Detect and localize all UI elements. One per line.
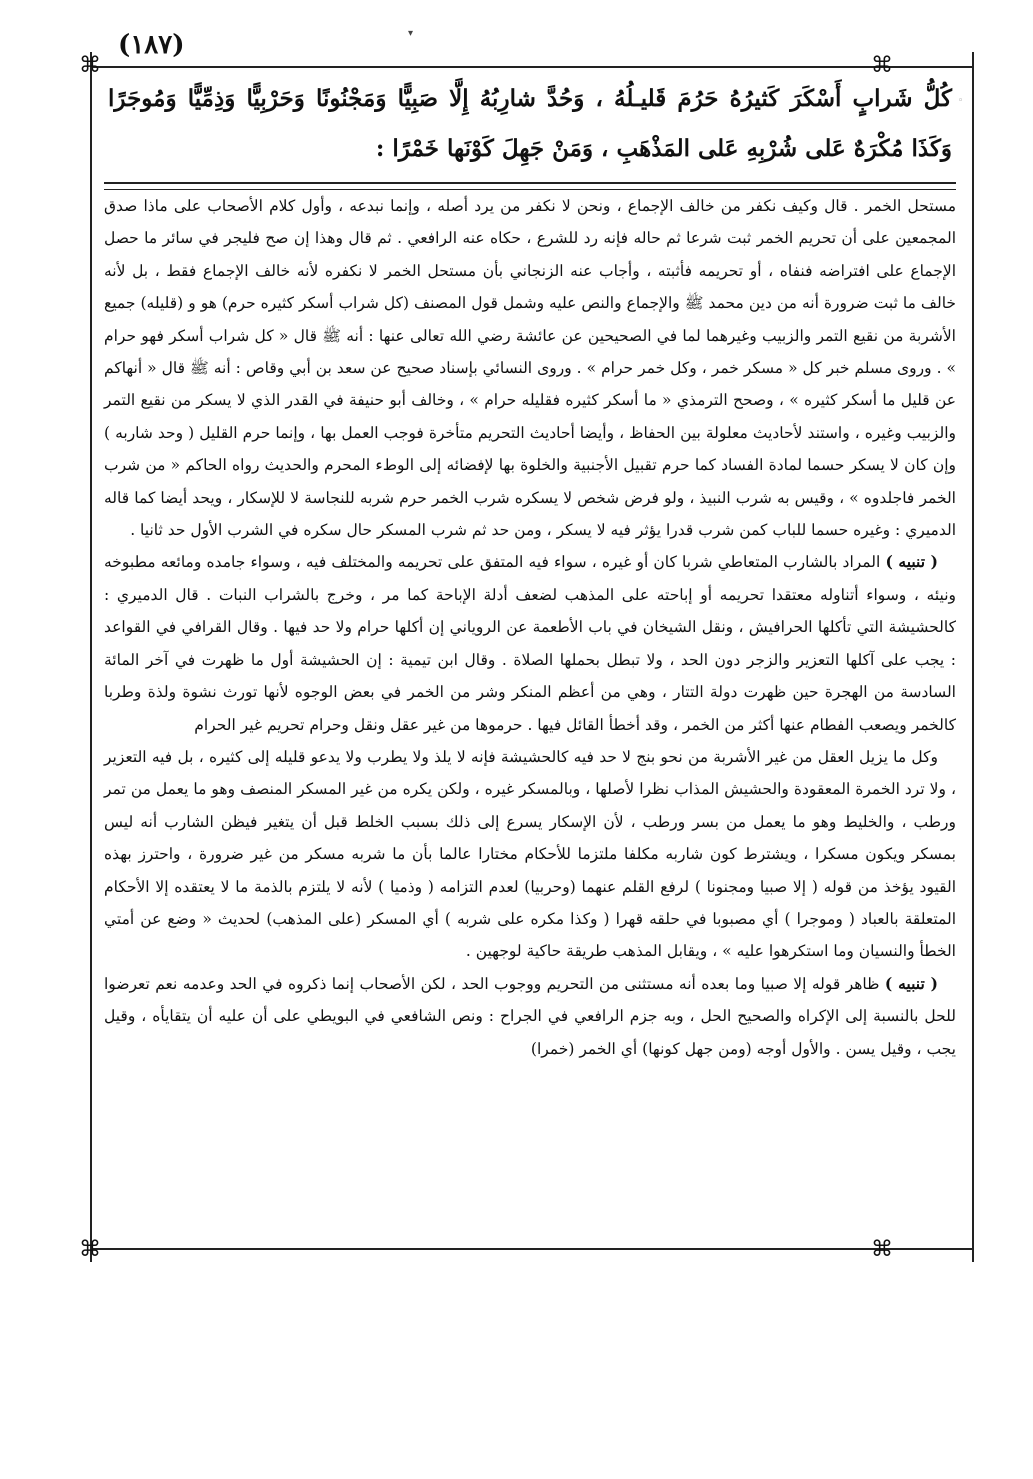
margin-mark: ◦: [958, 96, 964, 106]
tanbih-label: ( تنبيه ): [884, 973, 938, 993]
commentary-text: ظاهر قوله إلا صبيا وما بعده أنه مستثنى من التحريم ووجوب الحد ، لكن الأصحاب إنما ذكروه في الحد وعدمه نعم تعرضوا للحل بالنسبة إلى الإكراه والصحيح الحل ، وبه جزم الرافعي في الجراح : ونص الشافعي في البويطي على أن عليه أن يتقايأه ، وقيل يجب ، وقيل يسن . والأول أوجه (ومن جهل كونها) أي الخمر (خمرا): [104, 974, 956, 1058]
commentary-paragraph: [104, 546, 956, 740]
ornament-icon: ⌘: [79, 1237, 101, 1262]
commentary-paragraph: مستحل الخمر . قال وكيف نكفر من خالف الإجماع ، ونحن لا نكفر من يرد أصله ، وإنما نبدعه ، وأول كلام الأصحاب على ماذا صدق المجمعين على أن تحريم الخمر ثبت شرعا ثم حاله فإنه رد للشرع ، حكاه عنه الرافعي . ثم قال وهذا إن صح فليجر في سائر ما حصل الإجماع على افتراضه فنفاه ، أو تحريمه فأثبته ، وأجاب عنه الزنجاني بأن مستحل الخمر لا نكفره لأنه خالف الإجماع فقط ، بل لأنه خالف ما ثبت ضرورة أنه من دين محمد ﷺ والإجماع والنص عليه وشمل قول المصنف (كل شراب أسكر كثيره حرم) هو و (قليله) جميع الأشربة من نقيع التمر والزبيب وغيرهما لما في الصحيحين عن عائشة رضي الله تعالى عنها : أنه ﷺ قال « كل شراب أسكر فهو حرام » . وروى مسلم خبر كل « مسكر خمر ، وكل خمر حرام » . وروى النسائي بإسناد صحيح عن سعد بن أبي وقاص : أنه ﷺ قال « أنهاكم عن قليل ما أسكر كثيره » ، وصحح الترمذي « ما أسكر كثيره فقليله حرام » ، وخالف أبو حنيفة في القدر الذي لا يسكر من نقيع التمر والزبيب وغيره ، واستند لأحاديث معلولة بين الحفاظ ، وأيضا أحاديث التحريم متأخرة فوجب العمل بها ، وإنما حرم القليل ( وحد شاربه ) وإن كان لا يسكر حسما لمادة الفساد كما حرم تقبيل الأجنبية والخلوة بها لإفضائه إلى الوطء المحرم والحديث رواه الحاكم « من شرب الخمر فاجلدوه » ، وقيس به شرب النبيذ ، ولو فرض شخص لا يسكره شرب الخمر حرم شربه للنجاسة لا للإسكار ، ويحد أيضا كما قاله الدميري : وغيره حسما للباب كمن شرب قدرا يؤثر فيه لا يسكر ، ومن حد ثم شرب المسكر حال سكره في الشرب الأول حد ثانيا .: [104, 197, 956, 540]
matn-text: كُلُّ شَرابٍ أَسْكَرَ كَثيرُهُ حَرُمَ قَليـلُهُ ، وَحُدَّ شارِبُهُ إِلَّا صَبِيًّا وَمَجْنُونًا وَحَرْبِيًّا وَذِمِّيًّا وَمُوجَرًا وَكَذَا مُكْرَهٌ عَلى شُرْبِهِ عَلى المَذْهَبِ ، وَمَنْ جَهِلَ كَوْنَها خَمْرًا :: [108, 85, 952, 162]
tanbih-label: ( تنبيه ): [885, 552, 938, 572]
ornament-icon: ⌘: [871, 1237, 893, 1262]
stray-mark: ▾: [408, 28, 414, 39]
frame-rule-bottom: [90, 1248, 974, 1250]
commentary-paragraph: [104, 968, 956, 1065]
commentary-paragraph: وكل ما يزيل العقل من غير الأشربة من نحو بنج لا حد فيه كالحشيشة فإنه لا يلذ ولا يطرب ولا يدعو قليله إلى كثيره ، بل فيه التعزير ، ولا ترد الخمرة المعقودة والحشيش المذاب نظرا لأصلها ، وبالمسكر غيره ، ولكن يكره من غير المسكر المنصف وهو ما يعمل من تمر ورطب ، والخليط وهو ما يعمل من بسر ورطب ، لأن الإسكار يسرع إلى ذلك بسبب الخلط قبل أن يتغير فيظن الشارب أنه ليس بمسكر ويكون مسكرا ، ويشترط كون شاربه مكلفا ملتزما للأحكام مختارا عالما بأن ما شربه مسكر من غير ضرورة ، واحترز بهذه القيود يؤخذ من قوله ( إلا صبيا ومجنونا ) لرفع القلم عنهما (وحربيا) لعدم التزامه ( وذميا ) لأنه لا يلتزم بالذمة ما لا يعتقده إلا الأحكام المتعلقة بالعباد ( وموجرا ) أي مصبوبا في حلقه قهرا ( وكذا مكره على شربه ) أي المسكر (على المذهب) لحديث « وضع عن أمتي الخطأ والنسيان وما استكرهوا عليه » ، ويقابل المذهب طريقة حاكية لوجهين .: [104, 747, 956, 961]
ornament-icon: ⌘: [871, 53, 893, 78]
page-number: (١٨٧): [118, 30, 185, 60]
section-divider: [104, 182, 956, 190]
commentary-text: المراد بالشارب المتعاطي شربا كان أو غيره ، سواء فيه المتفق على تحريمه والمختلف فيه ، وسواء جامده ومائعه مطبوخه ونيئه ، وسواء أتناوله معتقدا تحريمه أو إباحته على المذهب لضعف أدلة الإباحة كما مر ، وخرج بالشراب النبات . قال الدميري : كالحشيشة التي تأكلها الحرافيش ، ونقل الشيخان في باب الأطعمة عن الروياني إن أكلها حرام ولا حد فيها . وقال القرافي في القواعد : يجب على آكلها التعزير والزجر دون الحد ، ولا تبطل بحملها الصلاة . وقال ابن تيمية : إن الحشيشة أول ما ظهرت في آخر المائة السادسة من الهجرة حين ظهرت دولة التتار ، وهي من أعظم المنكر وشر من الخمر في بعض الوجوه لأنها تورث نشوة ولذة وطربا كالخمر ويصعب الفطام عنها أكثر من الخمر ، وقد أخطأ القائل فيها . حرموها من غير عقل ونقل وحرام تحريم غير الحرام: [104, 553, 956, 734]
ornament-icon: ⌘: [79, 53, 101, 78]
commentary: [104, 190, 956, 1240]
frame-rule-top: [90, 66, 974, 68]
